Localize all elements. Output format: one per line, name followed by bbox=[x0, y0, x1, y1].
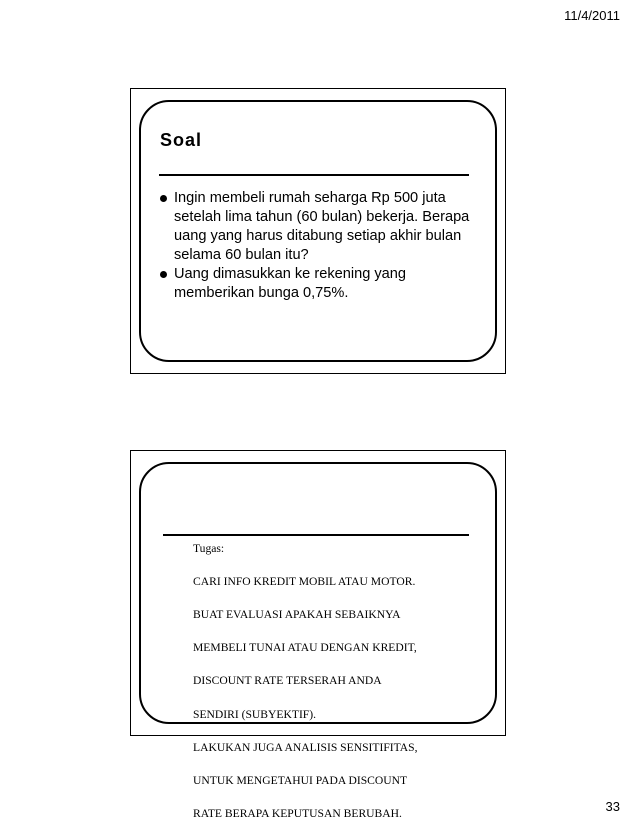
task-line: BUAT EVALUASI APAKAH SEBAIKNYA bbox=[193, 607, 401, 621]
task-line: DISCOUNT RATE TERSERAH ANDA bbox=[193, 674, 382, 688]
slide-frame bbox=[139, 462, 497, 821]
bullet-item: Uang dimasukkan ke rekening yang memberikan bunga 0,75%. bbox=[160, 265, 480, 303]
bullet-item: Ingin membeli rumah seharga Rp 500 juta setelah lima tahun (60 bulan) bekerja. Berapa uang yang harus ditabung setiap akhir bulan selama 60 bulan itu? bbox=[160, 189, 480, 265]
task-heading: Tugas: bbox=[193, 541, 225, 555]
title-divider bbox=[159, 174, 469, 176]
task-line: LAKUKAN JUGA ANALISIS SENSITIFITAS, bbox=[193, 740, 418, 754]
task-line: RATE BERAPA KEPUTUSAN BERUBAH. bbox=[193, 807, 402, 821]
task-line: MEMBELI TUNAI ATAU DENGAN KREDIT, bbox=[193, 641, 417, 655]
task-line: CARI INFO KREDIT MOBIL ATAU MOTOR. bbox=[193, 574, 416, 588]
slide-soal bbox=[130, 88, 506, 374]
slide-tugas bbox=[130, 450, 506, 821]
page-date: 11/4/2011 bbox=[564, 8, 620, 23]
task-text bbox=[193, 524, 483, 839]
bullet-list bbox=[160, 189, 480, 303]
task-line: SENDIRI (SUBYEKTIF). bbox=[193, 707, 317, 721]
slide-frame bbox=[139, 100, 497, 362]
task-line: UNTUK MENGETAHUI PADA DISCOUNT bbox=[193, 773, 408, 787]
slide-title: Soal bbox=[160, 130, 203, 150]
page-number: 33 bbox=[605, 799, 620, 814]
